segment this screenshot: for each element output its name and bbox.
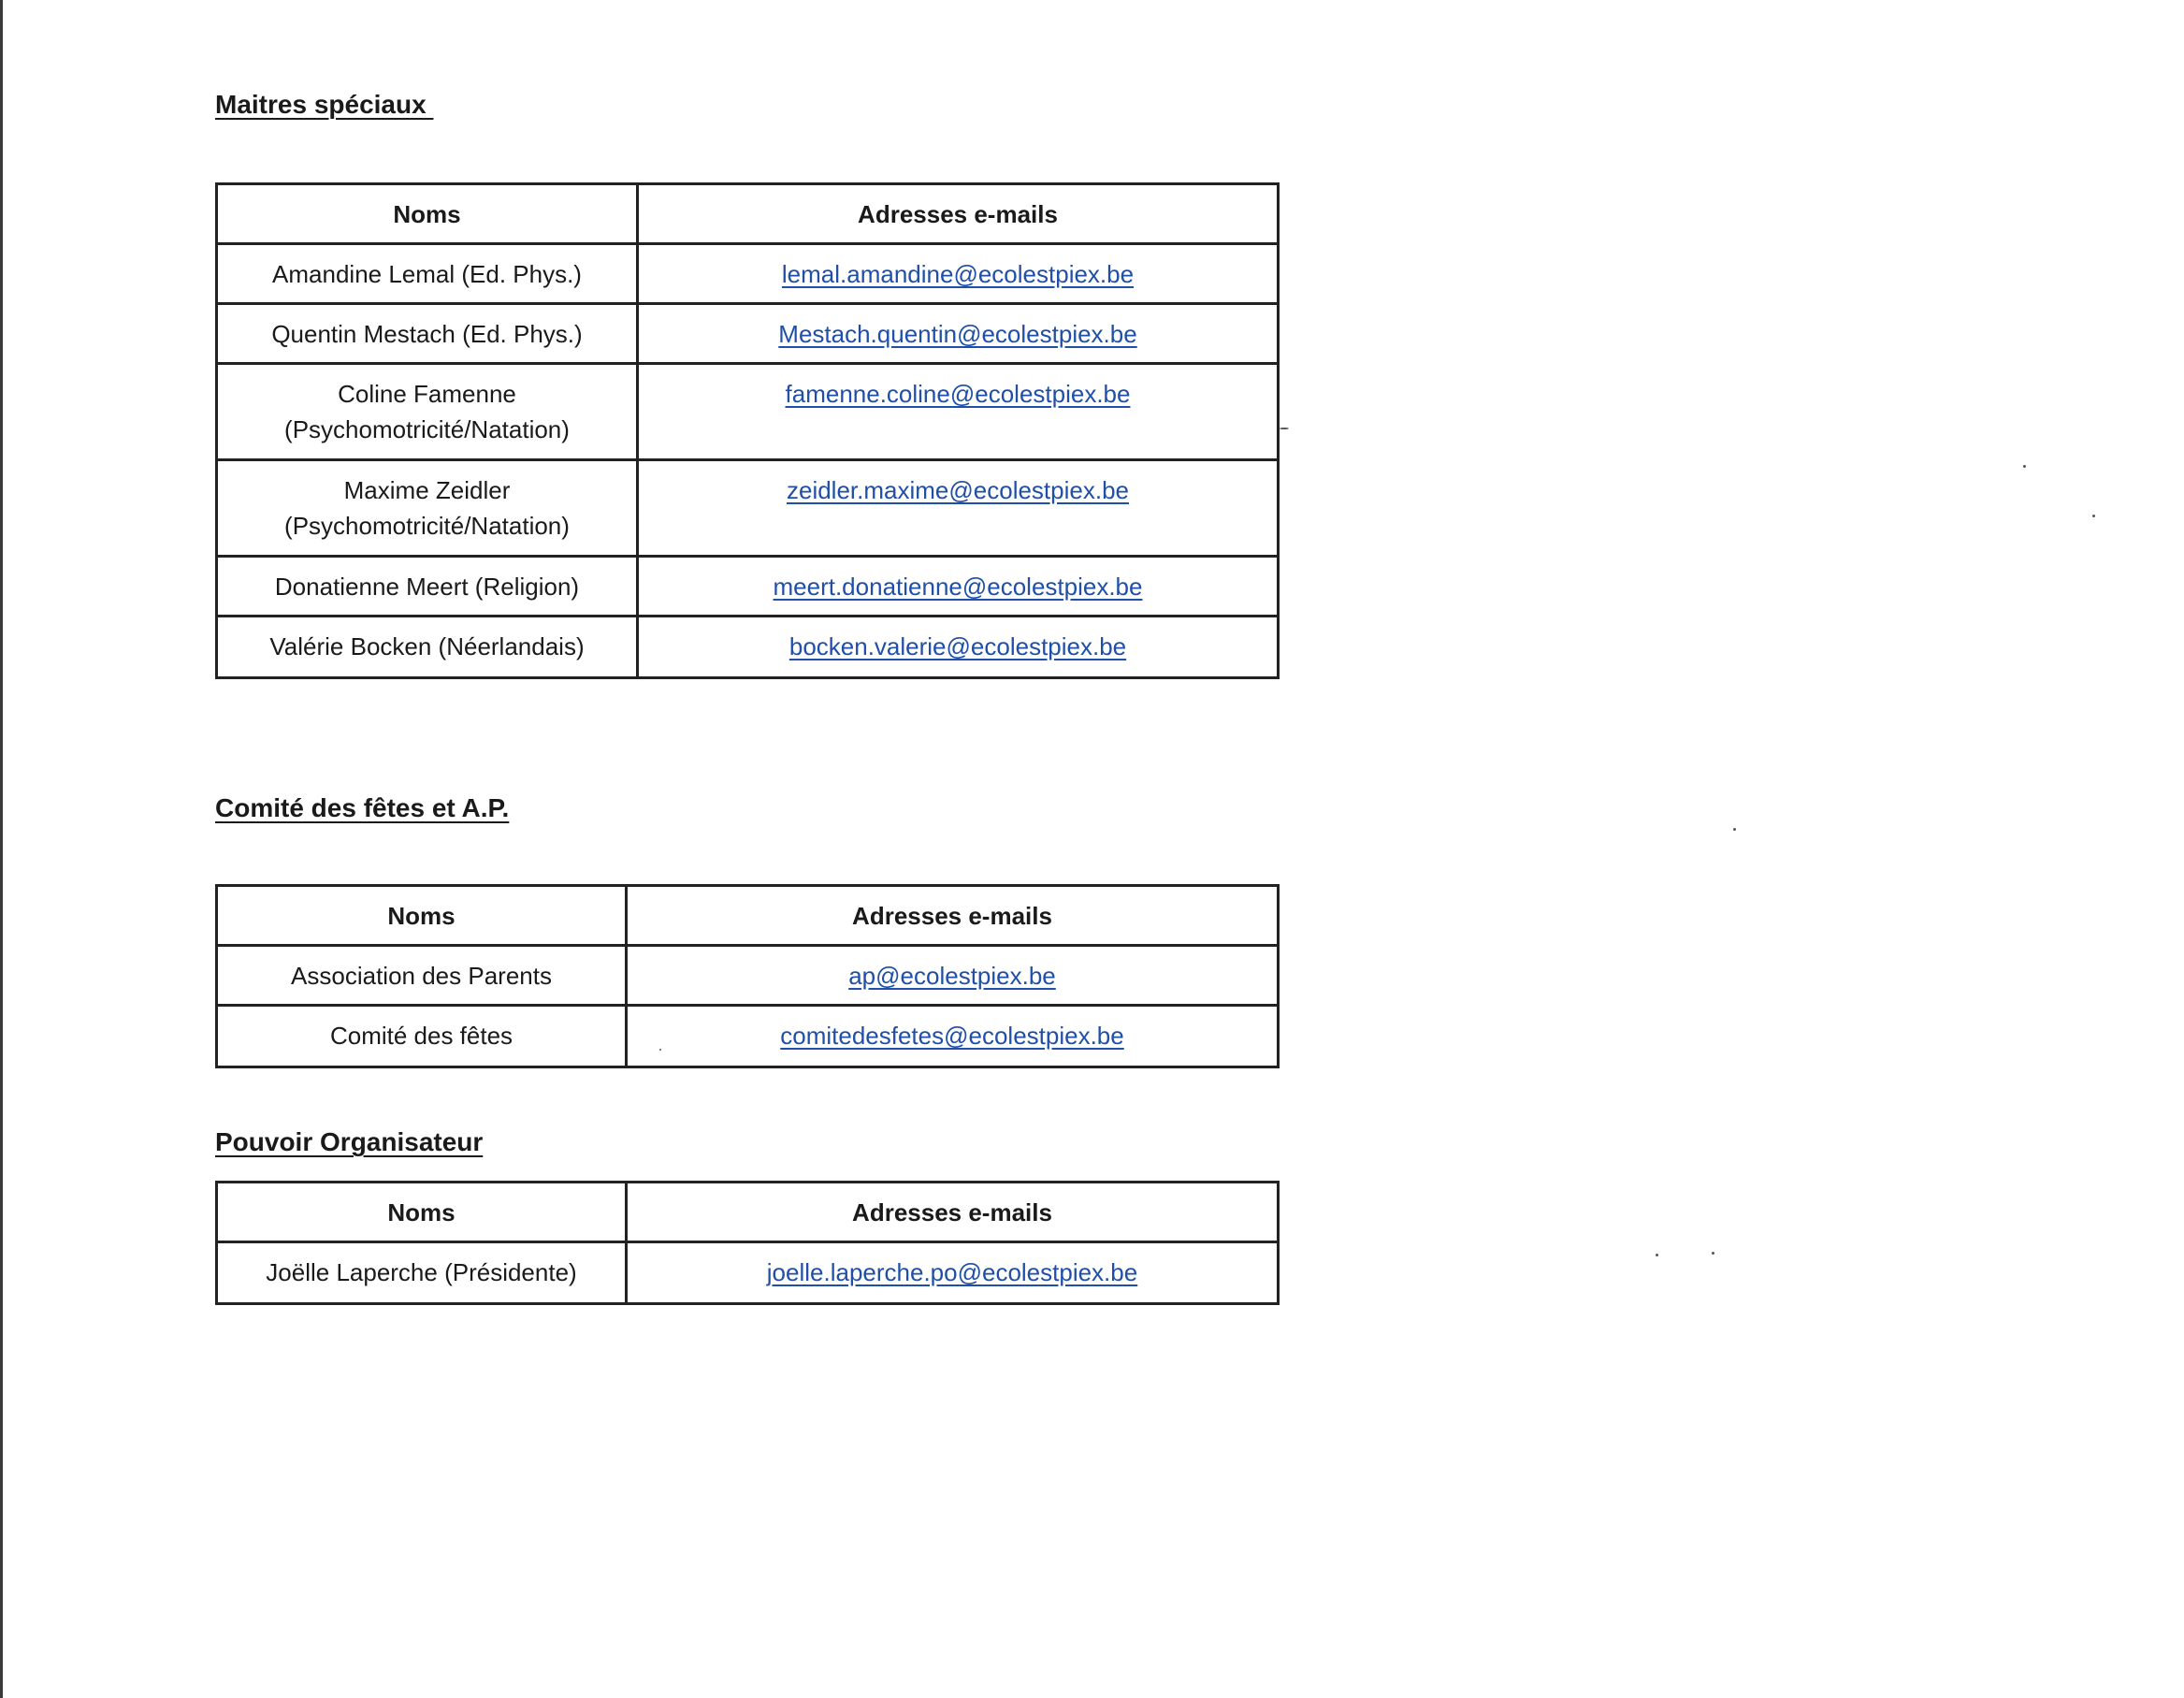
email-link[interactable]: famenne.coline@ecolestpiex.be (785, 380, 1131, 408)
table-row (217, 1006, 1279, 1067)
scan-speck (1712, 1252, 1714, 1255)
scan-speck (1733, 828, 1736, 831)
section-title-maitres-speciaux: Maitres spéciaux (215, 90, 434, 119)
contact-name (217, 364, 638, 460)
table-row (217, 557, 1279, 617)
column-header-names: Noms (217, 184, 638, 244)
email-link[interactable]: ap@ecolestpiex.be (848, 962, 1056, 990)
contact-name-line2: (Psychomotricité/Natation) (284, 415, 570, 443)
email-link[interactable]: comitedesfetes@ecolestpiex.be (780, 1022, 1124, 1050)
contact-email-cell (638, 244, 1279, 304)
email-link[interactable]: joelle.laperche.po@ecolestpiex.be (766, 1258, 1138, 1286)
table-header-row (217, 886, 1279, 946)
contact-name-line1: Coline Famenne (338, 380, 516, 408)
email-link[interactable]: Mestach.quentin@ecolestpiex.be (778, 320, 1137, 348)
contact-email-cell (638, 617, 1279, 678)
contact-email-cell (638, 460, 1279, 557)
section-title-comite-des-fetes: Comité des fêtes et A.P. (215, 793, 510, 822)
table-row (217, 460, 1279, 557)
email-link[interactable]: bocken.valerie@ecolestpiex.be (788, 632, 1127, 660)
table-header-row (217, 184, 1279, 244)
contact-name (217, 460, 638, 557)
table-row (217, 946, 1279, 1006)
contact-name: Joëlle Laperche (Présidente) (217, 1242, 627, 1304)
contact-name: Quentin Mestach (Ed. Phys.) (217, 304, 638, 364)
scan-speck (1656, 1254, 1658, 1256)
scan-speck (659, 1049, 661, 1051)
contact-name: Donatienne Meert (Religion) (217, 557, 638, 617)
contact-email-cell (627, 1006, 1279, 1067)
maitres-speciaux-table (215, 182, 1280, 679)
table-row (217, 244, 1279, 304)
comite-des-fetes-table (215, 884, 1280, 1068)
table-header-row (217, 1183, 1279, 1242)
email-link[interactable]: lemal.amandine@ecolestpiex.be (781, 260, 1135, 288)
contact-name: Amandine Lemal (Ed. Phys.) (217, 244, 638, 304)
email-link[interactable]: zeidler.maxime@ecolestpiex.be (786, 476, 1129, 504)
contact-email-cell (638, 304, 1279, 364)
pouvoir-organisateur-table (215, 1181, 1280, 1305)
contact-name: Valérie Bocken (Néerlandais) (217, 617, 638, 678)
table-row (217, 617, 1279, 678)
contact-email-cell (638, 364, 1279, 460)
scan-speck (1280, 428, 1289, 429)
column-header-emails: Adresses e-mails (638, 184, 1279, 244)
section-title-pouvoir-organisateur: Pouvoir Organisateur (215, 1127, 484, 1156)
column-header-names: Noms (217, 886, 627, 946)
scan-edge (0, 0, 3, 1698)
contact-name: Association des Parents (217, 946, 627, 1006)
scan-speck (2023, 465, 2026, 468)
column-header-emails: Adresses e-mails (627, 886, 1279, 946)
contact-name-line2: (Psychomotricité/Natation) (284, 512, 570, 540)
contact-name: Comité des fêtes (217, 1006, 627, 1067)
table-row (217, 1242, 1279, 1304)
contact-email-cell (627, 1242, 1279, 1304)
column-header-names: Noms (217, 1183, 627, 1242)
email-link[interactable]: meert.donatienne@ecolestpiex.be (773, 573, 1143, 601)
table-row (217, 364, 1279, 460)
contact-name-line1: Maxime Zeidler (343, 476, 511, 504)
column-header-emails: Adresses e-mails (627, 1183, 1279, 1242)
contact-email-cell (627, 946, 1279, 1006)
scan-speck (2092, 515, 2095, 517)
table-row (217, 304, 1279, 364)
contact-email-cell (638, 557, 1279, 617)
